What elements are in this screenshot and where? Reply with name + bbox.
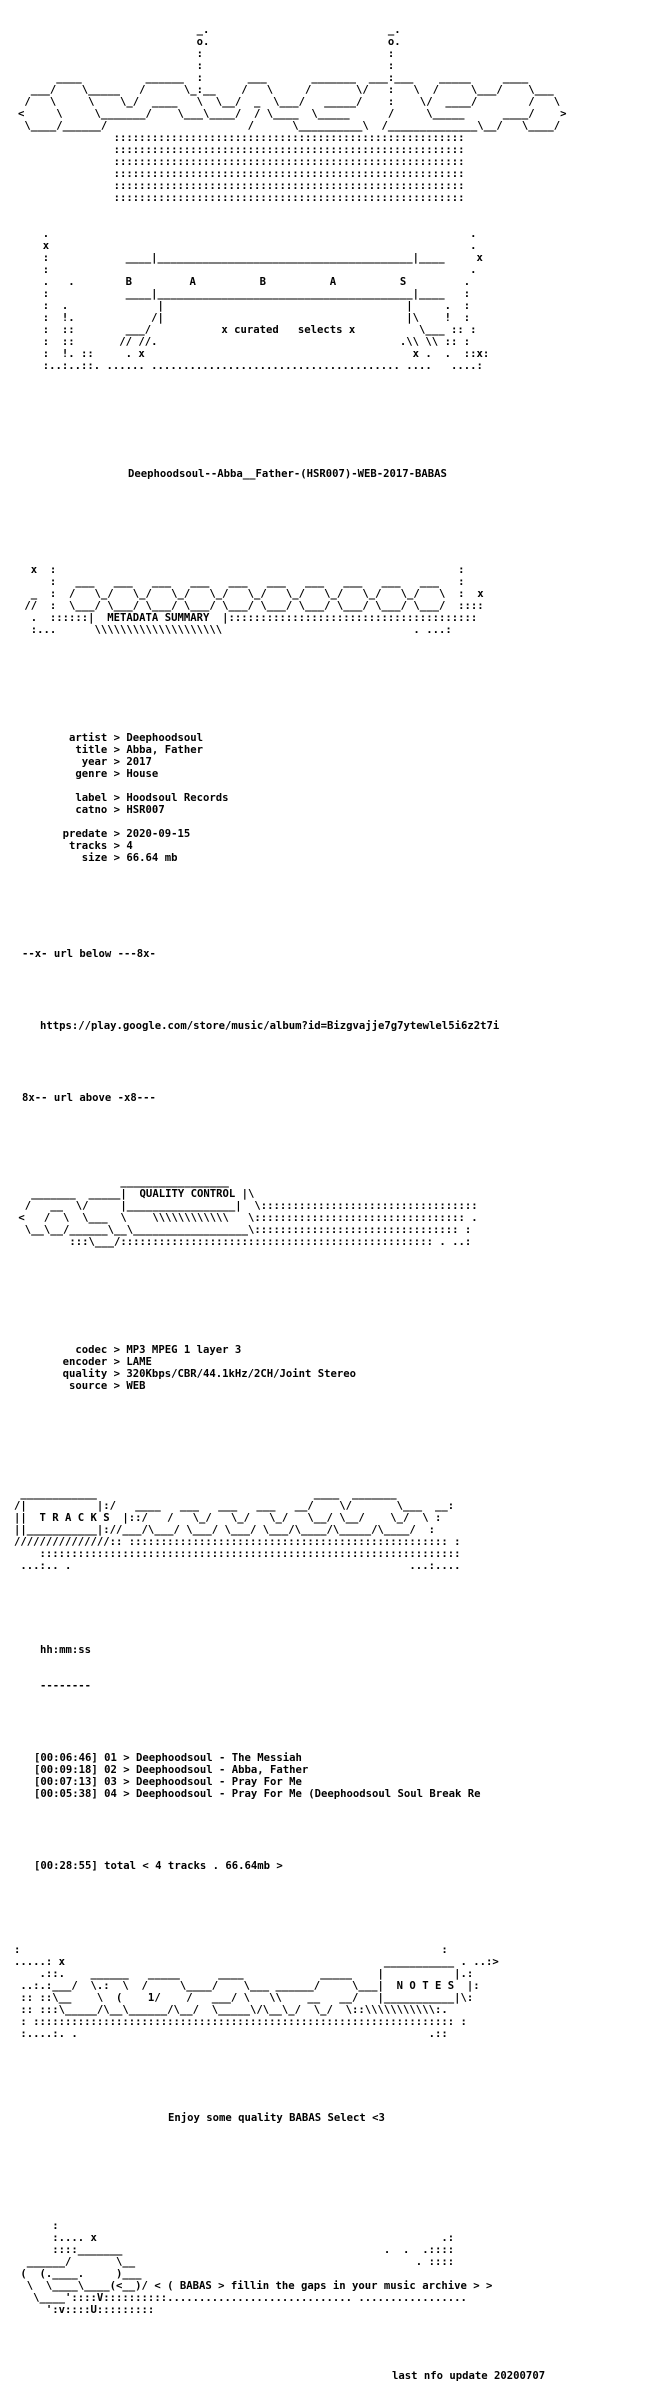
tracks-total: [00:28:55] total < 4 tracks . 66.64mb > — [34, 1860, 283, 1872]
notes-header-art: : : .....: x ___________ . ..:> .::. ______ _____ ____ _____ | |.: ..:.:___/ \.: \ / \____/ \___ ______/ \___| N O T E S |: :: ::\__ \ ( 1/ / ___/ \ \\ __ __/ |___________|\: :: :::\_____/\__\______/\__/ \_____\/\__\_/ \_/ \::\\\\\\\\\\\:. : :::::::::::::::::::::::::::::::::::::::::::::::::::::::::::::::::: : :....:. . .:: — [14, 1944, 499, 2040]
tracks-time-format-rule: -------- — [40, 1680, 92, 1692]
tracks-header-art: ____________ ____ _______ /| |:/ ____ ___ ___ ___ __/ \/ \___ __: || T R A C K S |::/ / \_/ \_/ \_/ \__/ \__/ \_/ \ : ||___________|://___/\___/ \___/ \___/ \___/\____/\_____/\____/ : ///////////////:: :::::::::::::::::::::::::::::::::::::::::::::::::: : :::::::::::::::::::::::::::::::::::::::::::::::::::::::::::::::::: ...:.. . ...:.... — [14, 1488, 461, 1572]
quality-control-info: codec > MP3 MPEG 1 layer 3 encoder > LAME quality > 320Kbps/CBR/44.1kHz/2CH/Joint Stereo source > WEB — [62, 1344, 357, 1392]
metadata-summary: artist > Deephoodsoul title > Abba, Father year > 2017 genre > House label > Hoodsoul Records catno > HSR007 predate > 2020-09-15 tracks > 4 size > 66.64 mb — [62, 732, 229, 864]
last-update: last nfo update 20200707 — [392, 2370, 546, 2382]
metadata-header-art: x : : : ___ ___ ___ ___ ___ ___ ___ ___ ___ ___ : _ : / \_/ \_/ \_/ \_/ \_/ \_/ \_/ \_/ \_/ \ : x // : \___/ \___/ \___/ \___/ \___/ \___/ \___/ \___/ \___/ \___/ :::: . ::::::| METADATA SUMMARY |::::::::::::::::::::::::::::::::::::::: :... \\\\\\\\\\\\\\\\\\\\ . ...: — [24, 564, 484, 636]
url-below-marker: --x- url below ---8x- — [22, 948, 156, 960]
header-ascii-art: _. _. o. o. : : : : ____ ______ : ___ _______ ___:___ _____ ____ ___/ \_____ / \_:__ / \ / \/ : \ / \___/ \___ / \ \ \_/ ____ \ \__/ _ \___/ _____/ : \/ ____/ / \ < \ \_______/ \___\____/ / \____ \_____ / \_____ ____/ > \____/______/ / \__________\ /______________\__/ \____/ ::::::::::::::::::::::::::::::::::::::::::::::::::::::: ::::::::::::::::::::::::::::::::::::::::::::::::::::::: ::::::::::::::::::::::::::::::::::::::::::::::::::::::: ::::::::::::::::::::::::::::::::::::::::::::::::::::::: ::::::::::::::::::::::::::::::::::::::::::::::::::::::: ::::::::::::::::::::::::::::::::::::::::::::::::::::::: — [18, 24, 567, 204]
notes-text: Enjoy some quality BABAS Select <3 — [168, 2112, 385, 2124]
url-above-marker: 8x-- url above -x8--- — [22, 1092, 156, 1104]
tracks-time-format: hh:mm:ss — [40, 1644, 92, 1656]
footer-ascii-art: : :.... x .: ::::_______ . . .:::: ______/ \__ . :::: ( (.____. )___ \ \____\____(<__)/ < ( BABAS > fillin the gaps in your music archive > > \____'::::V::::::::::............................. ................. ':v::::U::::::::: — [20, 2220, 493, 2316]
babas-frame-art: . . x . : ____|________________________________________|____ x : . . . B A B A S . : ____|________________________________________|____ : : . | | . : : !. /| |\ ! : : :: ___/ x curated selects x \___ :: : : :: // //. .\\ \\ :: : : !. :: . x x . . ::x: :..:..::. ...... ....................................... .... ....: — [42, 228, 490, 372]
release-url-link[interactable]: https://play.google.com/store/music/album?id=Bizgvajje7g7ytewlel5i6z2t7i — [40, 1020, 500, 1032]
tracklist: [00:06:46] 01 > Deephoodsoul - The Messiah [00:09:18] 02 > Deephoodsoul - Abba, Father [00:07:13] 03 > Deephoodsoul - Pray For Me [00:05:38] 04 > Deephoodsoul - Pray For Me (Deephoodsoul Soul Break Re — [34, 1752, 481, 1800]
release-name: Deephoodsoul--Abba__Father-(HSR007)-WEB-2017-BABAS — [128, 468, 447, 480]
quality-header-art: _________________ _______ _____| QUALITY CONTROL |\ / __ \/ |_________________| \:::::::::::::::::::::::::::::::::: < / \ \___ \ \\\\\\\\\\\\ \::::::::::::::::::::::::::::::::: . \__\__/______\__\__________________\:::::::::::::::::::::::::::::::: : :::\___/::::::::::::::::::::::::::::::::::::::::::::::::: . ..: — [18, 1176, 478, 1248]
